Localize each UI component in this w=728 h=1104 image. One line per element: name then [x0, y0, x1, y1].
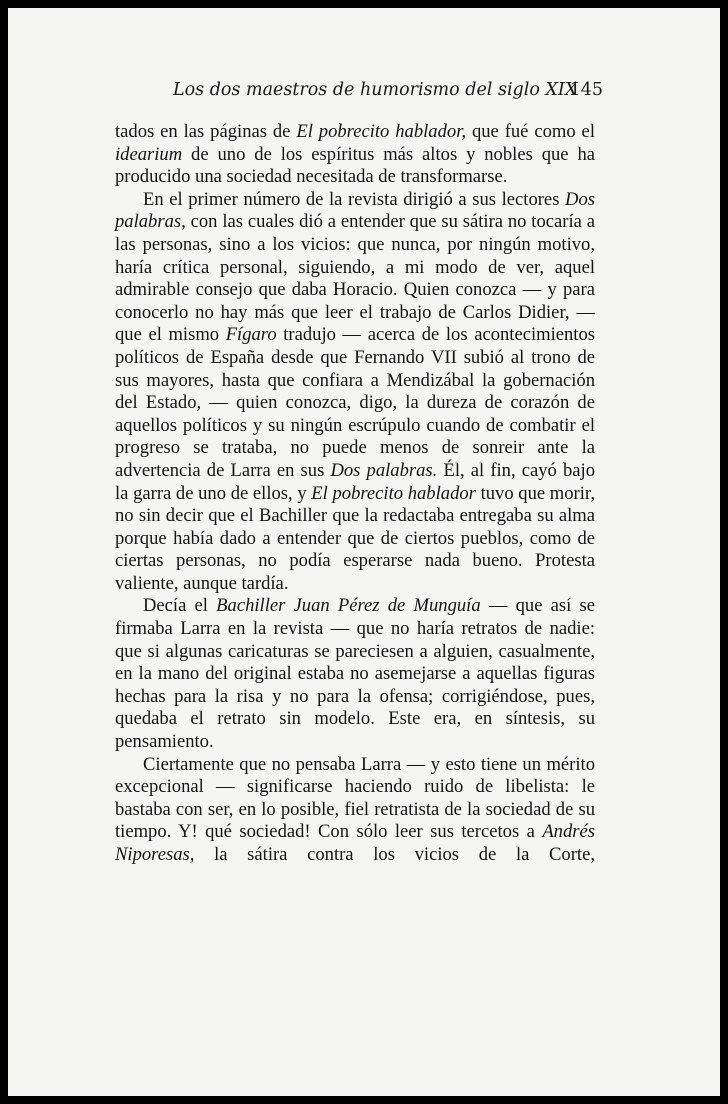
text-run: tradujo — acerca de los acontecimientos políticos de España desde que Fernando VII subió al trono de sus mayores, hasta que confiara a Mendizábal la gobernación del Estado, — quien conozca, digo, la dureza de corazón de aquellos políticos y su ningún escrúpulo cuando de combatir el progreso se trataba, no puede menos de sonreir ante la advertencia de Larra en sus	[115, 324, 596, 481]
paragraph	[115, 121, 595, 189]
text-run: con las cuales dió a entender que su sátira no tocaría a las personas, sino a los vicios: que nunca, por ningún motivo, haría crítica personal, siguiendo, a mi modo de ver, aquel admirable consejo que daba Horacio. Quien conozca — y para conocerlo no hay más que leer el trabajo de Carlos Didier, — que el mismo	[115, 211, 595, 346]
italic-text: Dos palabras.	[330, 459, 438, 481]
book-page	[8, 8, 720, 1096]
paragraph	[115, 189, 595, 596]
running-title: Los dos maestros de humorismo del siglo XIX	[173, 80, 578, 100]
text-run: En el primer número de la revista dirigió a sus lectores	[143, 188, 566, 210]
text-run: Ciertamente que no pensaba Larra — y esto tiene un mérito excepcional — significarse haciendo ruido de libelista: le bastaba con ser, en lo posible, fiel retratista de la sociedad de su tiempo. Y! qué sociedad! Con sólo leer sus tercetos a	[115, 753, 595, 843]
text-run: Él, al fin, cayó bajo la garra de uno de ellos, y	[115, 459, 595, 504]
italic-text: Fígaro	[225, 324, 277, 346]
italic-text: idearium	[115, 143, 183, 165]
text-run: Decía el	[143, 595, 217, 617]
text-run: de uno de los espíritus más altos y nobles que ha producido una sociedad necesitada de transformarse.	[115, 143, 595, 188]
italic-text: Bachiller Juan Pérez de Munguía	[216, 595, 481, 617]
text-run: tados en las páginas de	[115, 121, 297, 142]
text-run: — que así se firmaba Larra en la revista — que no haría retratos de nadie: que si algunas caricaturas se pareciesen a alguien, casualmente, en la mano del original estaba no asemejarse a aquellas figuras hechas para la risa y no para la ofensa; corrigiéndose, pues, quedaba el retrato sin modelo. Este era, en síntesis, su pensamiento.	[115, 595, 595, 753]
italic-text: El pobrecito hablador,	[296, 121, 467, 142]
body-text	[115, 121, 595, 867]
text-run: tuvo que morir, no sin decir que el Bachiller que la redactaba entregaba su alma porque había dado a entender que de ciertos pueblos, como de ciertas personas, no podía esperarse nada bueno. Protesta valiente, aunque tardía.	[115, 482, 596, 594]
page-number: 145	[569, 80, 603, 100]
text-run: que fué como el	[466, 121, 595, 142]
paragraph	[115, 754, 595, 867]
italic-text: Dos palabras,	[115, 188, 595, 233]
italic-text: Andrés Niporesas,	[115, 821, 595, 865]
paragraph	[115, 595, 595, 753]
italic-text: El pobrecito hablador	[311, 482, 476, 504]
text-run: la sátira contra los vicios de la Corte,	[194, 844, 595, 865]
